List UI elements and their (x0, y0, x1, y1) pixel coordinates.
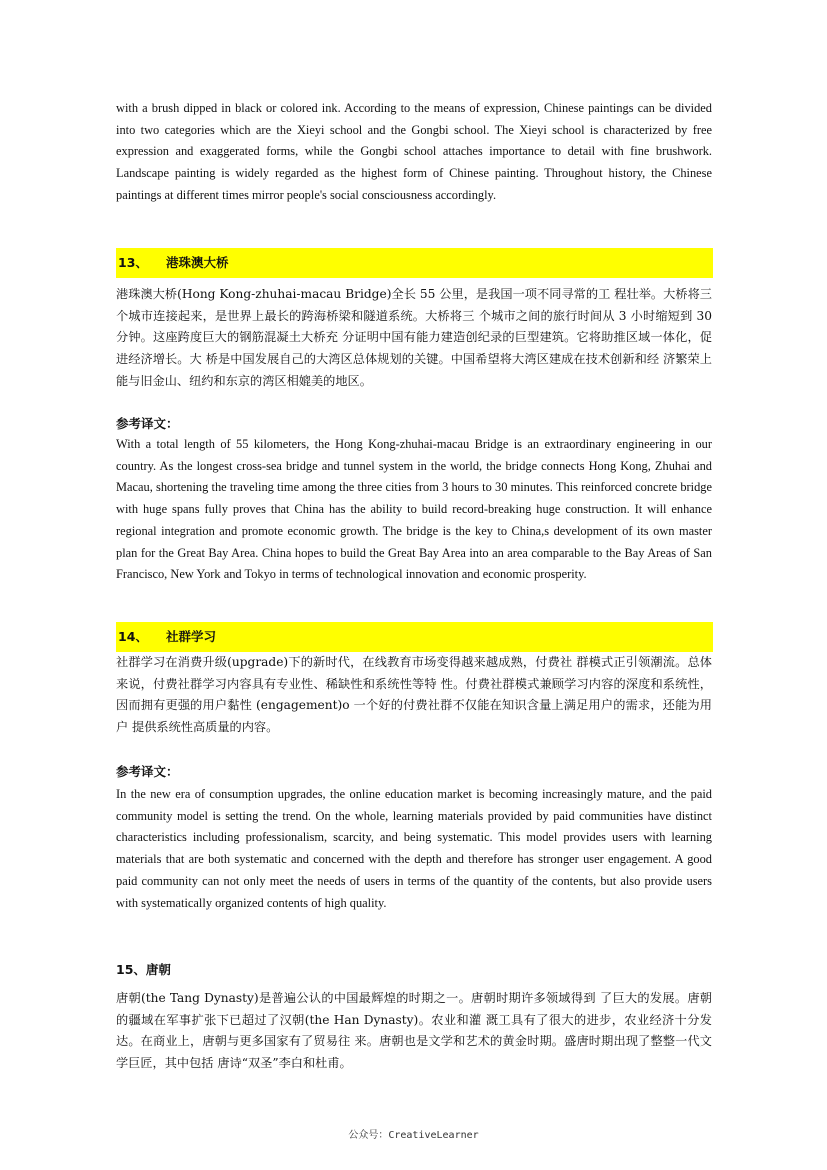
section-14-reference-label: 参考译文： (116, 764, 179, 779)
section-15-chinese-text: 唐朝(the Tang Dynasty)是普遍公认的中国最辉煌的时期之一。唐朝时期许多领域得到 了巨大的发展。唐朝的疆域在军事扩张下已超过了汉朝(the Han Dynasty)。农业和灌 溉工具有了很大的进步，农业经济十分发达。在商业上，唐朝与更多国家有了贸易往 来。唐朝也是文学和艺术的黄金时期。盛唐时期出现了整整一代文学巨匠，其中包括 唐诗“双圣”李白和杜甫。 (116, 991, 712, 1071)
section-14-chinese-text: 社群学习在消费升级(upgrade)下的新时代，在线教育市场变得越来越成熟，付费社 群模式正引领潮流。总体来说，付费社群学习内容具有专业性、稀缺性和系统性等特 性。付费社群模式兼顾学习内容的深度和系统性，因而拥有更强的用户黏性 (engagement)o 一个好的付费社群不仅能在知识含量上满足用户的需求，还能为用户 提供系统性高质量的内容。 (116, 655, 712, 735)
section-13-title: 港珠澳大桥 (166, 255, 229, 270)
section-13-chinese-text: 港珠澳大桥(Hong Kong-zhuhai-macau Bridge)全长 55 公里，是我国一项不同寻常的工 程壮举。大桥将三个城市连接起来，是世界上最长的跨海桥梁和隧道系统。大桥将三 个城市之间的旅行时间从 3 小时缩短到 30 分钟。这座跨度巨大的钢筋混凝土大桥充 分证明中国有能力建造创纪录的巨型建筑。它将助推区域一体化，促进经济增长。大 桥是中国发展自己的大湾区总体规划的关键。中国希望将大湾区建成在技术创新和经 济繁荣上能与旧金山、纽约和东京的湾区相媲美的地区。 (116, 287, 712, 388)
page-footer: 公众号：CreativeLearner (348, 1130, 479, 1141)
section-14-english-translation: In the new era of consumption upgrades, the online education market is becoming increasingly mature, and the paid community model is setting the trend. On the whole, learning materials provided by paid communities have distinct characteristics including professionalism, scarcity, and being systematic. This model provides users with learning materials that are both systematic and concerned with the depth and therefore has stronger user engagement. A good paid community can not only meet the needs of users in terms of the quantity of the contents, but also provide users with systematically organized contents of high quality. (116, 787, 712, 910)
section-14-heading (116, 622, 713, 652)
section-13-english-translation: With a total length of 55 kilometers, the Hong Kong-zhuhai-macau Bridge is an extraordinary engineering in our country. As the longest cross-sea bridge and tunnel system in the world, the bridge connects Hong Kong, Zhuhai and Macau, shortening the traveling time among the three cities from 3 hours to 30 minutes. This reinforced concrete bridge with huge spans fully proves that China has the ability to build record-breaking huge construction. It will enhance regional integration and promote economic growth. The bridge is the key to China,s development of its own master plan for the Great Bay Area. China hopes to build the Great Bay Area into an area comparable to the Bay Areas of San Francisco, New York and Tokyo in terms of technological innovation and economic prosperity. (116, 437, 712, 582)
section-15-heading: 15、唐朝 (116, 962, 171, 977)
section-13-reference-label: 参考译文： (116, 416, 179, 431)
section-14-number: 14、 (118, 629, 148, 644)
section-13-heading (116, 248, 713, 278)
section-13-number: 13、 (118, 255, 148, 270)
section-14-title: 社群学习 (166, 629, 217, 644)
intro-paragraph: with a brush dipped in black or colored ink. According to the means of expression, Chinese paintings can be divided into two categories which are the Xieyi school and the Gongbi school. The Xieyi school is characterized by free expression and exaggerated forms, while the Gongbi school attaches importance to detail with fine brushwork. Landscape painting is widely regarded as the highest form of Chinese painting. Throughout history, the Chinese paintings at different times mirror people's social consciousness accordingly. (116, 101, 712, 202)
